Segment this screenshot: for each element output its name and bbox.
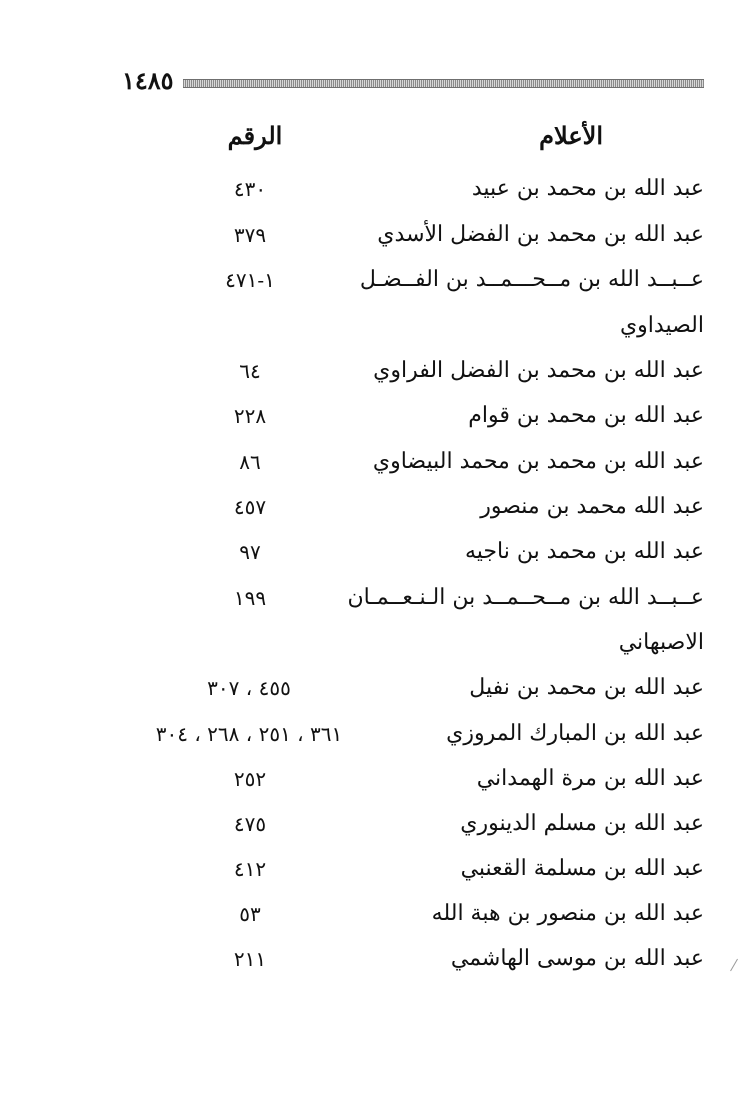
- entry-number: ٥٣: [239, 902, 261, 926]
- entry-name: عبد الله بن محمد بن الفضل الأسدي: [377, 222, 704, 247]
- index-row: [0, 669, 748, 707]
- index-row: [0, 715, 748, 753]
- entry-number: ١-٤٧١: [225, 268, 275, 292]
- entry-number: ٢٢٨: [233, 404, 267, 428]
- entry-number: ٩٧: [239, 540, 261, 564]
- index-row: [0, 579, 748, 617]
- entry-number: ٨٦: [239, 450, 261, 474]
- index-row: [0, 488, 748, 526]
- entry-number: [190, 624, 310, 662]
- entry-name: عبد الله بن محمد بن عبيد: [471, 176, 704, 201]
- entry-name: عــبــد الله بن مــحــمــد بن الـنـعــمـان: [347, 585, 704, 610]
- index-row: [0, 940, 748, 978]
- entry-name: عــبــد الله بن مــحـــمــد بن الفــضـل: [359, 267, 704, 292]
- entry-number: ٤٧٥: [233, 812, 267, 836]
- entry-number: ٣٦١ ، ٢٥١ ، ٢٦٨ ، ٣٠٤: [155, 722, 343, 746]
- entry-name: عبد الله بن مسلمة القعنبي: [460, 856, 704, 881]
- index-row: [0, 850, 748, 888]
- index-row: [0, 760, 748, 798]
- index-row: [0, 443, 748, 481]
- index-row: [0, 170, 748, 208]
- index-row: [0, 533, 748, 571]
- entry-name: عبد الله بن محمد بن قوام: [468, 403, 704, 428]
- index-row: [0, 397, 748, 435]
- page-number: ١٤٨٥: [122, 66, 174, 95]
- index-row: [0, 216, 748, 254]
- entry-number: ٢١١: [233, 947, 267, 971]
- entry-name: عبد الله بن مسلم الدينوري: [460, 811, 704, 836]
- index-row: [0, 805, 748, 843]
- index-row: [0, 624, 748, 662]
- header-rule: [183, 79, 704, 88]
- entry-number: ٢٥٢: [233, 767, 267, 791]
- entry-name: عبد الله بن محمد بن الفضل الفراوي: [373, 358, 704, 383]
- entry-name: عبد الله بن منصور بن هبة الله: [431, 901, 704, 926]
- index-row: [0, 307, 748, 345]
- entry-name: عبد الله محمد بن منصور: [480, 494, 704, 519]
- entry-number: ٤١٢: [233, 857, 267, 881]
- entry-name: الصيداوي: [619, 313, 704, 338]
- entry-name: عبد الله بن محمد بن ناجيه: [464, 539, 704, 564]
- entry-name: عبد الله بن محمد بن نفيل: [469, 675, 704, 700]
- index-row: [0, 352, 748, 390]
- names-column-header: الأعلام: [539, 121, 603, 150]
- entry-number: ٤٣٠: [233, 177, 267, 201]
- entry-name: عبد الله بن موسى الهاشمي: [450, 946, 704, 971]
- entry-name: الاصبهاني: [618, 630, 704, 655]
- entry-number: [190, 307, 310, 345]
- entry-number: ٦٤: [239, 359, 261, 383]
- entry-number: ١٩٩: [233, 586, 267, 610]
- entry-name: عبد الله بن محمد بن محمد البيضاوي: [372, 449, 704, 474]
- entry-number: ٤٥٧: [233, 495, 267, 519]
- numbers-column-header: الرقم: [227, 121, 283, 150]
- entry-name: عبد الله بن المبارك المروزي: [446, 721, 704, 746]
- entry-number: ٣٧٩: [233, 223, 267, 247]
- index-row: [0, 261, 748, 299]
- index-row: [0, 895, 748, 933]
- entry-name: عبد الله بن مرة الهمداني: [476, 766, 704, 791]
- entry-number: ٤٥٥ ، ٣٠٧: [207, 676, 291, 700]
